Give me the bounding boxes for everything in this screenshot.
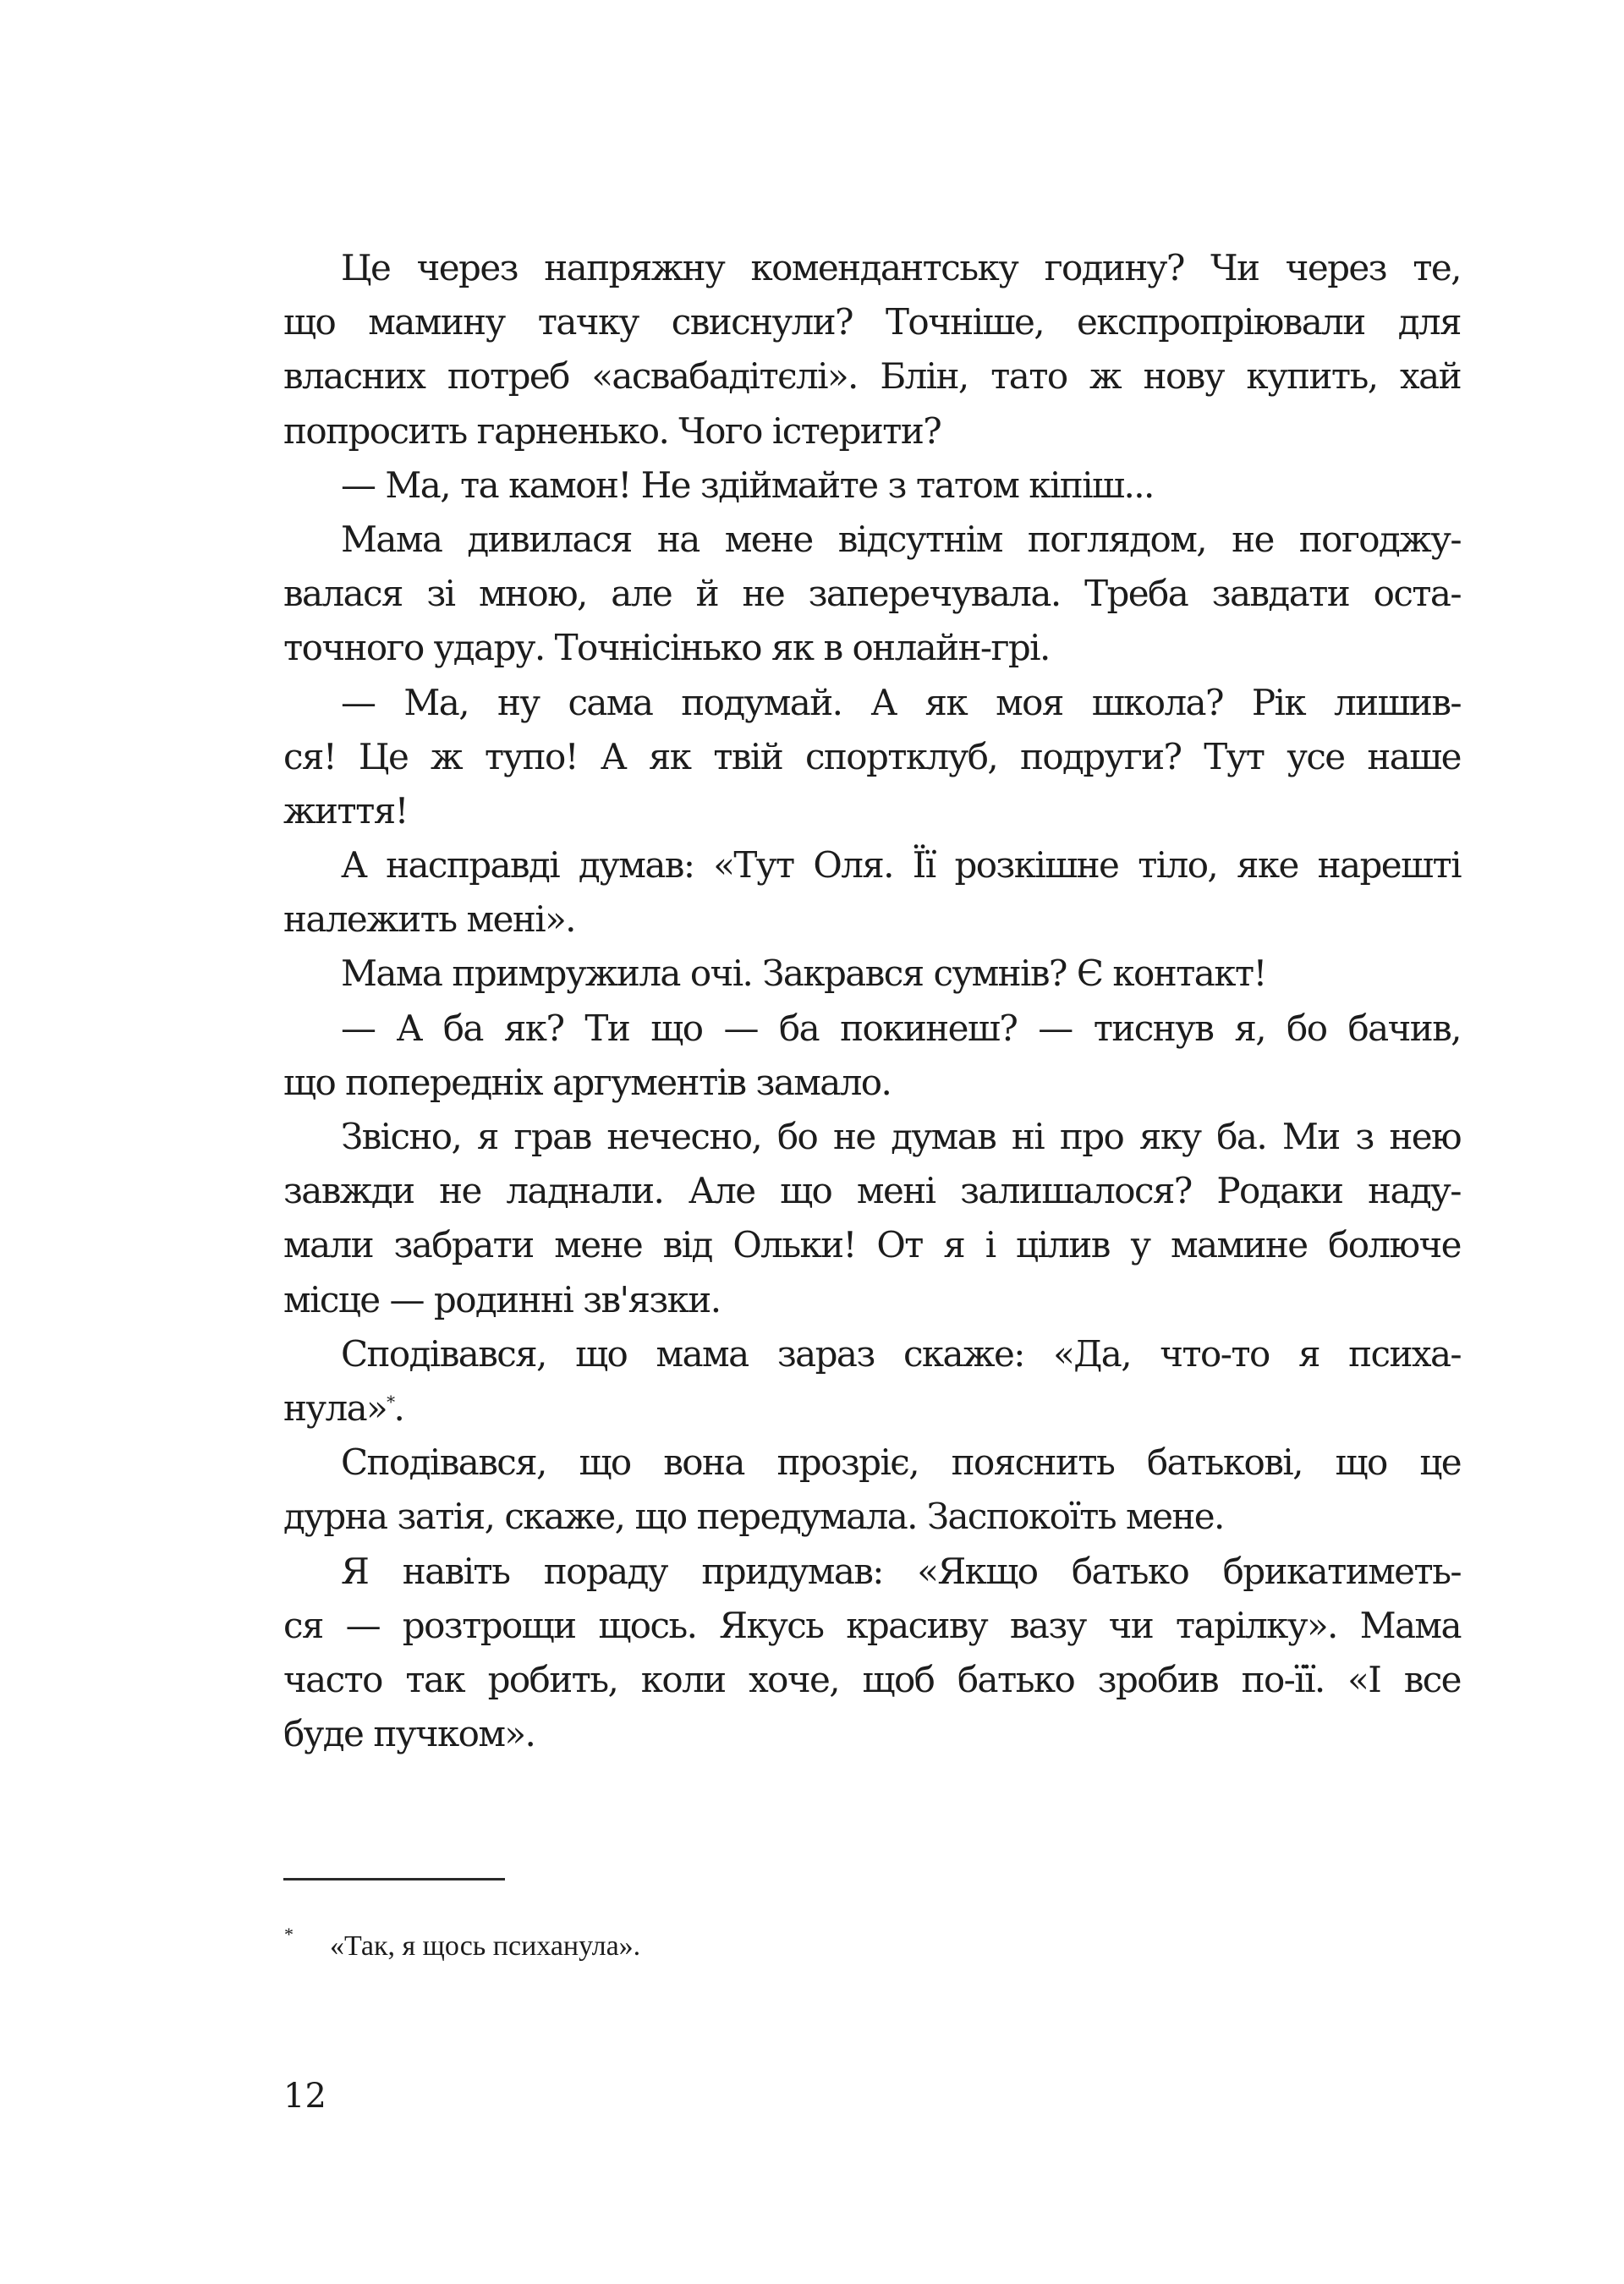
word: Точнісінько bbox=[554, 627, 761, 669]
word: хай bbox=[1400, 355, 1461, 398]
word: Ти bbox=[584, 1007, 630, 1049]
word: і bbox=[985, 1224, 996, 1266]
word: по-її. bbox=[1241, 1658, 1325, 1700]
word: в bbox=[823, 627, 842, 669]
word: Чого bbox=[678, 409, 762, 452]
text-line bbox=[283, 1436, 1461, 1490]
word: тачку bbox=[537, 301, 639, 343]
word: пояснить bbox=[951, 1441, 1115, 1484]
word: я bbox=[1298, 1332, 1320, 1375]
word: ба bbox=[778, 1007, 820, 1049]
text-line bbox=[283, 404, 1461, 458]
word: розкішне bbox=[954, 844, 1119, 887]
word: Мама bbox=[1359, 1604, 1461, 1646]
word: Треба bbox=[1084, 573, 1188, 615]
word: мали bbox=[283, 1224, 373, 1266]
footnote-reference: * bbox=[387, 1391, 394, 1412]
word: ж bbox=[1089, 355, 1122, 398]
word: Ольки! bbox=[732, 1224, 856, 1266]
word: затія, bbox=[397, 1496, 495, 1538]
word: наше bbox=[1367, 735, 1461, 777]
word: Заспокоїть bbox=[926, 1496, 1116, 1538]
word: валася bbox=[283, 573, 403, 615]
text-line bbox=[283, 947, 1461, 1001]
word: що bbox=[780, 1170, 832, 1212]
word: завжди bbox=[283, 1170, 414, 1212]
text-line bbox=[283, 295, 1461, 349]
text-line bbox=[283, 1327, 1461, 1381]
word: я, bbox=[1234, 1007, 1265, 1049]
word: онлайн-грі. bbox=[852, 627, 1050, 669]
word: бачив, bbox=[1347, 1007, 1461, 1049]
word: істерити? bbox=[771, 409, 941, 452]
word: часто bbox=[283, 1658, 382, 1700]
word: лишив- bbox=[1334, 681, 1461, 723]
text-line bbox=[283, 241, 1461, 295]
word: моя bbox=[996, 681, 1063, 723]
word: передумала. bbox=[696, 1496, 917, 1538]
word: щось. bbox=[598, 1604, 697, 1646]
word: Сподівався, bbox=[341, 1441, 546, 1484]
word: ся bbox=[283, 1604, 323, 1646]
word: вона bbox=[663, 1441, 744, 1484]
word: ба bbox=[442, 1007, 483, 1049]
word: грав bbox=[513, 1116, 591, 1157]
word: Не bbox=[640, 464, 690, 506]
word: мамине bbox=[1170, 1224, 1308, 1266]
word: зробив bbox=[1097, 1658, 1219, 1700]
word: Це bbox=[358, 735, 409, 777]
word: ні bbox=[1011, 1116, 1045, 1157]
word: але bbox=[611, 573, 672, 615]
word: життя! bbox=[283, 789, 408, 832]
text-line bbox=[283, 784, 1461, 838]
word: з bbox=[1355, 1116, 1374, 1157]
word: От bbox=[876, 1224, 923, 1266]
word: — bbox=[389, 1278, 424, 1320]
word: очі. bbox=[689, 953, 753, 995]
word: комендантську bbox=[750, 247, 1018, 288]
text-line bbox=[283, 567, 1461, 621]
footnote-text: «Так, я щось психанула». bbox=[330, 1930, 641, 1962]
footnote-marker: * bbox=[284, 1924, 294, 1945]
word: мені». bbox=[466, 898, 575, 941]
word: напряжну bbox=[544, 247, 725, 288]
word: забрати bbox=[393, 1224, 534, 1266]
word: тарілку». bbox=[1175, 1604, 1337, 1646]
word: Це bbox=[341, 247, 391, 288]
word: мене bbox=[724, 518, 813, 560]
word: «асвабадітєлі». bbox=[591, 355, 858, 398]
word: наду- bbox=[1368, 1170, 1461, 1212]
text-line bbox=[283, 1707, 1461, 1761]
word: навіть bbox=[402, 1550, 510, 1592]
word: кіпіш... bbox=[1029, 464, 1154, 506]
word: робить, bbox=[487, 1658, 618, 1700]
word: Закрався bbox=[762, 953, 924, 995]
text-line bbox=[283, 1164, 1461, 1218]
word: камон! bbox=[508, 464, 631, 506]
word: бо bbox=[776, 1116, 818, 1157]
word: вазу bbox=[1009, 1604, 1086, 1646]
word: ба. bbox=[1216, 1116, 1267, 1157]
word: що bbox=[283, 1061, 336, 1103]
word: «Якщо bbox=[917, 1550, 1038, 1592]
word: Тут bbox=[1204, 735, 1265, 777]
word: пораду bbox=[543, 1550, 667, 1592]
word: через bbox=[1285, 247, 1386, 288]
word: мама bbox=[656, 1332, 749, 1375]
word: точного bbox=[283, 627, 424, 669]
text-line bbox=[283, 513, 1461, 567]
word: батькові, bbox=[1146, 1441, 1303, 1484]
word: Блін, bbox=[880, 355, 968, 398]
word: психа- bbox=[1348, 1332, 1461, 1375]
word: про bbox=[1059, 1116, 1124, 1157]
word: не bbox=[1232, 518, 1274, 560]
word: що bbox=[575, 1332, 628, 1375]
word: подруги? bbox=[1019, 735, 1182, 777]
word: скаже: bbox=[903, 1332, 1024, 1375]
word: чи bbox=[1108, 1604, 1154, 1646]
word: щоб bbox=[862, 1658, 935, 1700]
word: годину? bbox=[1044, 247, 1184, 288]
word: що bbox=[650, 1007, 703, 1049]
word: не bbox=[742, 573, 785, 615]
word: спортклуб, bbox=[804, 735, 998, 777]
word: попередніх bbox=[345, 1061, 542, 1103]
word: А bbox=[396, 1007, 422, 1049]
word: як bbox=[648, 735, 691, 777]
word: як? bbox=[503, 1007, 564, 1049]
word: зараз bbox=[776, 1332, 875, 1375]
word: батько bbox=[957, 1658, 1075, 1700]
word: школа? bbox=[1091, 681, 1223, 723]
text-line bbox=[283, 1273, 1461, 1327]
text-line bbox=[283, 676, 1461, 730]
word: те, bbox=[1413, 247, 1461, 288]
text-line bbox=[283, 730, 1461, 784]
word: бо bbox=[1287, 1007, 1327, 1049]
word: мене. bbox=[1126, 1496, 1224, 1538]
word: тіло, bbox=[1138, 844, 1218, 887]
word: Якусь bbox=[719, 1604, 824, 1646]
word: Точніше, bbox=[886, 301, 1044, 343]
text-line bbox=[283, 458, 1461, 513]
word: ж bbox=[431, 735, 463, 777]
word: Її bbox=[912, 844, 935, 887]
word: погоджу- bbox=[1298, 518, 1461, 560]
word: придумав: bbox=[701, 1550, 883, 1592]
word: Оля. bbox=[813, 844, 893, 887]
word: Чи bbox=[1210, 247, 1259, 288]
word: поглядом, bbox=[1027, 518, 1207, 560]
word: ну bbox=[497, 681, 540, 723]
word: Мама bbox=[341, 953, 442, 995]
word: — bbox=[341, 1007, 376, 1049]
word: А bbox=[341, 844, 367, 887]
word: що bbox=[579, 1441, 631, 1484]
word: не bbox=[832, 1116, 875, 1157]
word: Сподівався, bbox=[341, 1332, 546, 1375]
word: сама bbox=[568, 681, 653, 723]
text-line bbox=[283, 838, 1461, 892]
word: скаже, bbox=[504, 1496, 625, 1538]
text-line bbox=[283, 1056, 1461, 1110]
word: у bbox=[1130, 1224, 1150, 1266]
word: «І bbox=[1347, 1658, 1381, 1700]
word: нарешті bbox=[1317, 844, 1461, 887]
word: Звісно, bbox=[341, 1116, 462, 1157]
word: це bbox=[1419, 1441, 1461, 1484]
word: коли bbox=[640, 1658, 726, 1700]
word: та bbox=[460, 464, 499, 506]
word: брикатиметь- bbox=[1222, 1550, 1461, 1592]
word: оста- bbox=[1373, 573, 1461, 615]
word: красиву bbox=[846, 1604, 988, 1646]
word: тупо! bbox=[484, 735, 578, 777]
word: — bbox=[1038, 1007, 1073, 1049]
word: ладнали. bbox=[506, 1170, 664, 1212]
word: Рік bbox=[1251, 681, 1306, 723]
word: цілив bbox=[1016, 1224, 1110, 1266]
word: — bbox=[341, 464, 376, 506]
word: усе bbox=[1287, 735, 1345, 777]
word: «Да, bbox=[1053, 1332, 1131, 1375]
word: сумнів? bbox=[933, 953, 1067, 995]
word: мені bbox=[856, 1170, 935, 1212]
word: я bbox=[476, 1116, 498, 1157]
word: А bbox=[870, 681, 897, 723]
word: що bbox=[1335, 1441, 1387, 1484]
word: яке bbox=[1236, 844, 1298, 887]
word: твій bbox=[713, 735, 783, 777]
word: заперечувала. bbox=[808, 573, 1061, 615]
word: завдати bbox=[1211, 573, 1350, 615]
word: мамину bbox=[368, 301, 505, 343]
word: експропріювали bbox=[1077, 301, 1365, 343]
word: насправді bbox=[386, 844, 560, 887]
word: належить bbox=[283, 898, 457, 941]
word: пучком». bbox=[373, 1713, 535, 1755]
word: нею bbox=[1389, 1116, 1461, 1157]
word: все bbox=[1403, 1658, 1461, 1700]
word: буде bbox=[283, 1713, 364, 1755]
word: Є bbox=[1076, 953, 1103, 995]
word: Ма, bbox=[403, 681, 469, 723]
word: здіймайте bbox=[700, 464, 878, 506]
word: з bbox=[887, 464, 906, 506]
word: — bbox=[341, 681, 376, 723]
word: родинні bbox=[433, 1278, 573, 1320]
word: аргументів bbox=[551, 1061, 746, 1103]
word: яку bbox=[1138, 1116, 1201, 1157]
word: попросить bbox=[283, 409, 467, 452]
word: як bbox=[771, 627, 814, 669]
word: А bbox=[600, 735, 627, 777]
word: від bbox=[662, 1224, 712, 1266]
page-number: 12 bbox=[283, 2077, 326, 2116]
word: нову bbox=[1143, 355, 1224, 398]
word: купить, bbox=[1246, 355, 1378, 398]
word: болюче bbox=[1328, 1224, 1461, 1266]
body-text bbox=[283, 241, 1461, 1761]
word: батько bbox=[1071, 1550, 1189, 1592]
word: свиснули? bbox=[671, 301, 853, 343]
text-line bbox=[283, 1381, 1461, 1436]
word: удару. bbox=[433, 627, 545, 669]
text-line bbox=[283, 1002, 1461, 1056]
text-line bbox=[283, 1110, 1461, 1164]
word: контакт! bbox=[1112, 953, 1266, 995]
word: розтрощи bbox=[402, 1604, 576, 1646]
text-line bbox=[283, 892, 1461, 947]
word: гарненько. bbox=[476, 409, 669, 452]
word: подумай. bbox=[681, 681, 842, 723]
word: тато bbox=[990, 355, 1067, 398]
text-line bbox=[283, 621, 1461, 675]
word: мною, bbox=[478, 573, 587, 615]
word: Родаки bbox=[1216, 1170, 1343, 1212]
word: тиснув bbox=[1093, 1007, 1214, 1049]
word: що bbox=[283, 301, 336, 343]
footnote-separator bbox=[283, 1878, 505, 1880]
word: Ма, bbox=[385, 464, 451, 506]
word: Але bbox=[688, 1170, 755, 1212]
text-line bbox=[283, 349, 1461, 404]
word: примружила bbox=[452, 953, 680, 995]
word: що bbox=[634, 1496, 687, 1538]
word: татом bbox=[915, 464, 1019, 506]
text-line bbox=[283, 1545, 1461, 1599]
word: потреб bbox=[447, 355, 569, 398]
word: Я bbox=[341, 1550, 369, 1592]
word: — bbox=[345, 1604, 381, 1646]
word: прозріє, bbox=[776, 1441, 919, 1484]
word: Ми bbox=[1281, 1116, 1340, 1157]
word: й bbox=[695, 573, 718, 615]
word: не bbox=[439, 1170, 481, 1212]
word: залишалося? bbox=[960, 1170, 1192, 1212]
word: мене bbox=[554, 1224, 643, 1266]
word: ся! bbox=[283, 735, 337, 777]
word: дурна bbox=[283, 1496, 387, 1538]
text-line bbox=[283, 1653, 1461, 1707]
word: дивилася bbox=[467, 518, 632, 560]
word: місце bbox=[283, 1278, 380, 1320]
word: что-то bbox=[1160, 1332, 1270, 1375]
word: хоче, bbox=[749, 1658, 840, 1700]
word: «Тут bbox=[713, 844, 794, 887]
word: замало. bbox=[755, 1061, 892, 1103]
word: зі bbox=[426, 573, 455, 615]
word: відсутнім bbox=[837, 518, 1002, 560]
word: власних bbox=[283, 355, 425, 398]
word: Мама bbox=[341, 518, 442, 560]
word: думав: bbox=[578, 844, 694, 887]
word: як bbox=[924, 681, 968, 723]
text-line bbox=[283, 1599, 1461, 1653]
word: через bbox=[416, 247, 518, 288]
word: покинеш? bbox=[840, 1007, 1018, 1049]
text-line bbox=[283, 1490, 1461, 1544]
word: нечесно, bbox=[606, 1116, 762, 1157]
word: зв'язки. bbox=[583, 1278, 721, 1320]
word: на bbox=[656, 518, 700, 560]
word: для bbox=[1397, 301, 1461, 343]
word: думав bbox=[891, 1116, 996, 1157]
word: так bbox=[405, 1658, 465, 1700]
text-line bbox=[283, 1218, 1461, 1272]
word: я bbox=[943, 1224, 965, 1266]
word: нула»*. bbox=[283, 1386, 404, 1429]
word: — bbox=[723, 1007, 758, 1049]
